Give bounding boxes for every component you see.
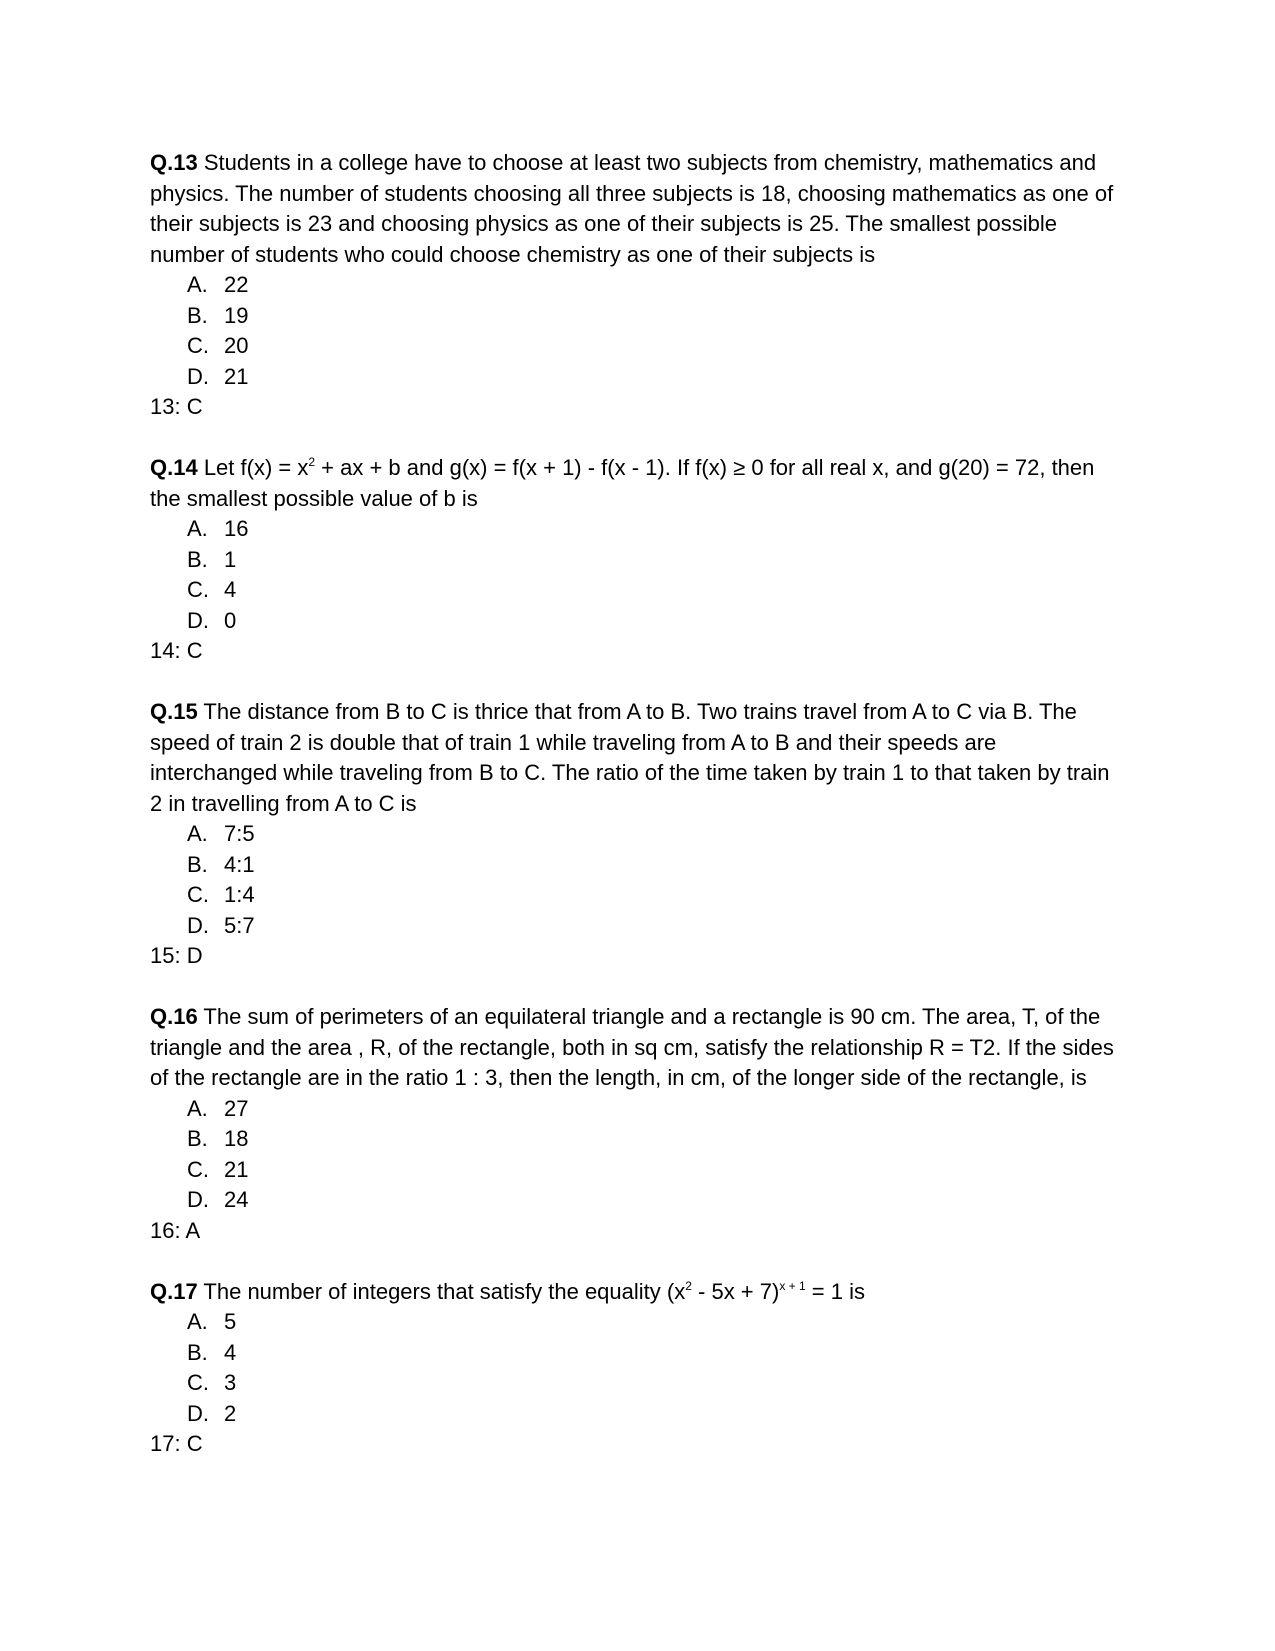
answer-key: 13: C: [150, 394, 203, 419]
answer-key: 15: D: [150, 943, 203, 968]
question-list: [150, 148, 1120, 1490]
option-letter: C.: [187, 1370, 209, 1395]
option-letter: A.: [187, 516, 208, 541]
option-list: [150, 270, 1120, 392]
option-item: [150, 819, 1120, 850]
option-letter: B.: [187, 851, 208, 877]
option-value: 5: [224, 1309, 237, 1334]
option-item: [150, 911, 1120, 942]
option-item: [150, 1124, 1120, 1155]
option-value: 19: [224, 302, 249, 328]
option-item: [150, 1307, 1120, 1338]
question-block-16: [150, 1002, 1120, 1246]
superscript-exponent: x + 1: [779, 1278, 806, 1293]
option-letter: B.: [187, 1126, 208, 1151]
question-text: [150, 697, 1120, 819]
option-letter: D.: [187, 912, 209, 938]
option-letter: A.: [187, 1309, 208, 1334]
option-letter: C.: [187, 333, 209, 358]
option-letter: A.: [187, 821, 208, 846]
option-list: [150, 1307, 1120, 1429]
question-text: [150, 148, 1120, 270]
option-value: 2: [224, 1400, 237, 1426]
question-block-14: [150, 453, 1120, 667]
question-number: Q.15: [150, 699, 198, 724]
option-item: [150, 1094, 1120, 1125]
option-letter: A.: [187, 272, 208, 297]
option-letter: C.: [187, 1156, 209, 1182]
question-block-15: [150, 697, 1120, 972]
option-list: [150, 1094, 1120, 1216]
option-value: 20: [224, 333, 249, 358]
question-block-17: [150, 1277, 1120, 1460]
option-letter: D.: [187, 1187, 209, 1212]
option-letter: B.: [187, 546, 208, 572]
question-body: Students in a college have to choose at least two subjects from chemistry, mathematics and physics. The number of students choosing all three subjects is 18, choosing mathematics as one of their subjects is 23 and choosing physics as one of their subjects is 25. The smallest possible number of students who could choose chemistry as one of their subjects is: [150, 150, 1114, 267]
option-value: 4:1: [224, 851, 255, 877]
option-value: 5:7: [224, 912, 255, 938]
option-item: [150, 1185, 1120, 1216]
option-value: 16: [224, 516, 249, 541]
answer-key: 16: A: [150, 1217, 201, 1243]
option-letter: D.: [187, 1400, 209, 1426]
option-item: [150, 270, 1120, 301]
option-item: [150, 301, 1120, 332]
question-text: [150, 1277, 1120, 1308]
question-body: The distance from B to C is thrice that from A to B. Two trains travel from A to C via B. The speed of train 2 is double that of train 1 while traveling from A to B and their speeds are interchanged while traveling from B to C. The ratio of the time taken by train 1 to that taken by train 2 in travelling from A to C is: [150, 699, 1110, 816]
option-letter: C.: [187, 882, 209, 907]
option-value: 21: [224, 1156, 249, 1182]
question-number: Q.16: [150, 1004, 198, 1029]
option-value: 0: [224, 607, 237, 633]
option-item: [150, 514, 1120, 545]
option-item: [150, 1399, 1120, 1430]
option-list: [150, 514, 1120, 636]
question-block-13: [150, 148, 1120, 423]
option-value: 1:4: [224, 882, 255, 907]
question-number: Q.14: [150, 455, 198, 480]
option-value: 21: [224, 363, 249, 389]
option-letter: B.: [187, 302, 208, 328]
question-text: [150, 1002, 1120, 1094]
option-item: [150, 545, 1120, 576]
option-value: 24: [224, 1187, 249, 1212]
option-value: 27: [224, 1095, 249, 1121]
superscript-exponent: 2: [308, 455, 316, 469]
option-item: [150, 1368, 1120, 1399]
option-item: [150, 362, 1120, 393]
question-body-cont: + ax + b and g(x) = f(x + 1) - f(x - 1). If f(x) ≥ 0 for all real x, and g(20) = 72, then the smallest possible value of b is: [150, 455, 1095, 511]
option-item: [150, 880, 1120, 911]
option-item: [150, 575, 1120, 606]
option-value: 4: [224, 1339, 237, 1365]
question-body-end: = 1 is: [805, 1278, 865, 1304]
question-text: [150, 453, 1120, 514]
question-body: The sum of perimeters of an equilateral triangle and a rectangle is 90 cm. The area, T, of the triangle and the area , R, of the rectangle, both in sq cm, satisfy the relationship R = T2. If the sides of the rectangle are in the ratio 1 : 3, then the length, in cm, of the longer side of the rectangle, is: [150, 1004, 1114, 1090]
option-item: [150, 1155, 1120, 1186]
option-value: 3: [224, 1370, 237, 1395]
option-item: [150, 850, 1120, 881]
option-letter: A.: [187, 1095, 208, 1121]
answer-key: 14: C: [150, 638, 203, 663]
option-value: 22: [224, 272, 249, 297]
option-letter: B.: [187, 1339, 208, 1365]
question-body: The number of integers that satisfy the equality (x: [197, 1278, 686, 1304]
option-value: 4: [224, 577, 237, 602]
option-letter: D.: [187, 607, 209, 633]
option-value: 7:5: [224, 821, 255, 846]
question-number: Q.13: [150, 150, 198, 175]
option-item: [150, 1338, 1120, 1369]
option-list: [150, 819, 1120, 941]
question-body-cont: - 5x + 7): [691, 1278, 780, 1304]
option-item: [150, 331, 1120, 362]
answer-key: 17: C: [150, 1431, 203, 1456]
option-letter: C.: [187, 577, 209, 602]
option-letter: D.: [187, 363, 209, 389]
question-number: Q.17: [150, 1278, 198, 1304]
option-value: 18: [224, 1126, 249, 1151]
superscript-exponent: 2: [685, 1278, 692, 1293]
option-value: 1: [224, 546, 237, 572]
question-body: Let f(x) = x: [197, 455, 309, 480]
option-item: [150, 606, 1120, 637]
